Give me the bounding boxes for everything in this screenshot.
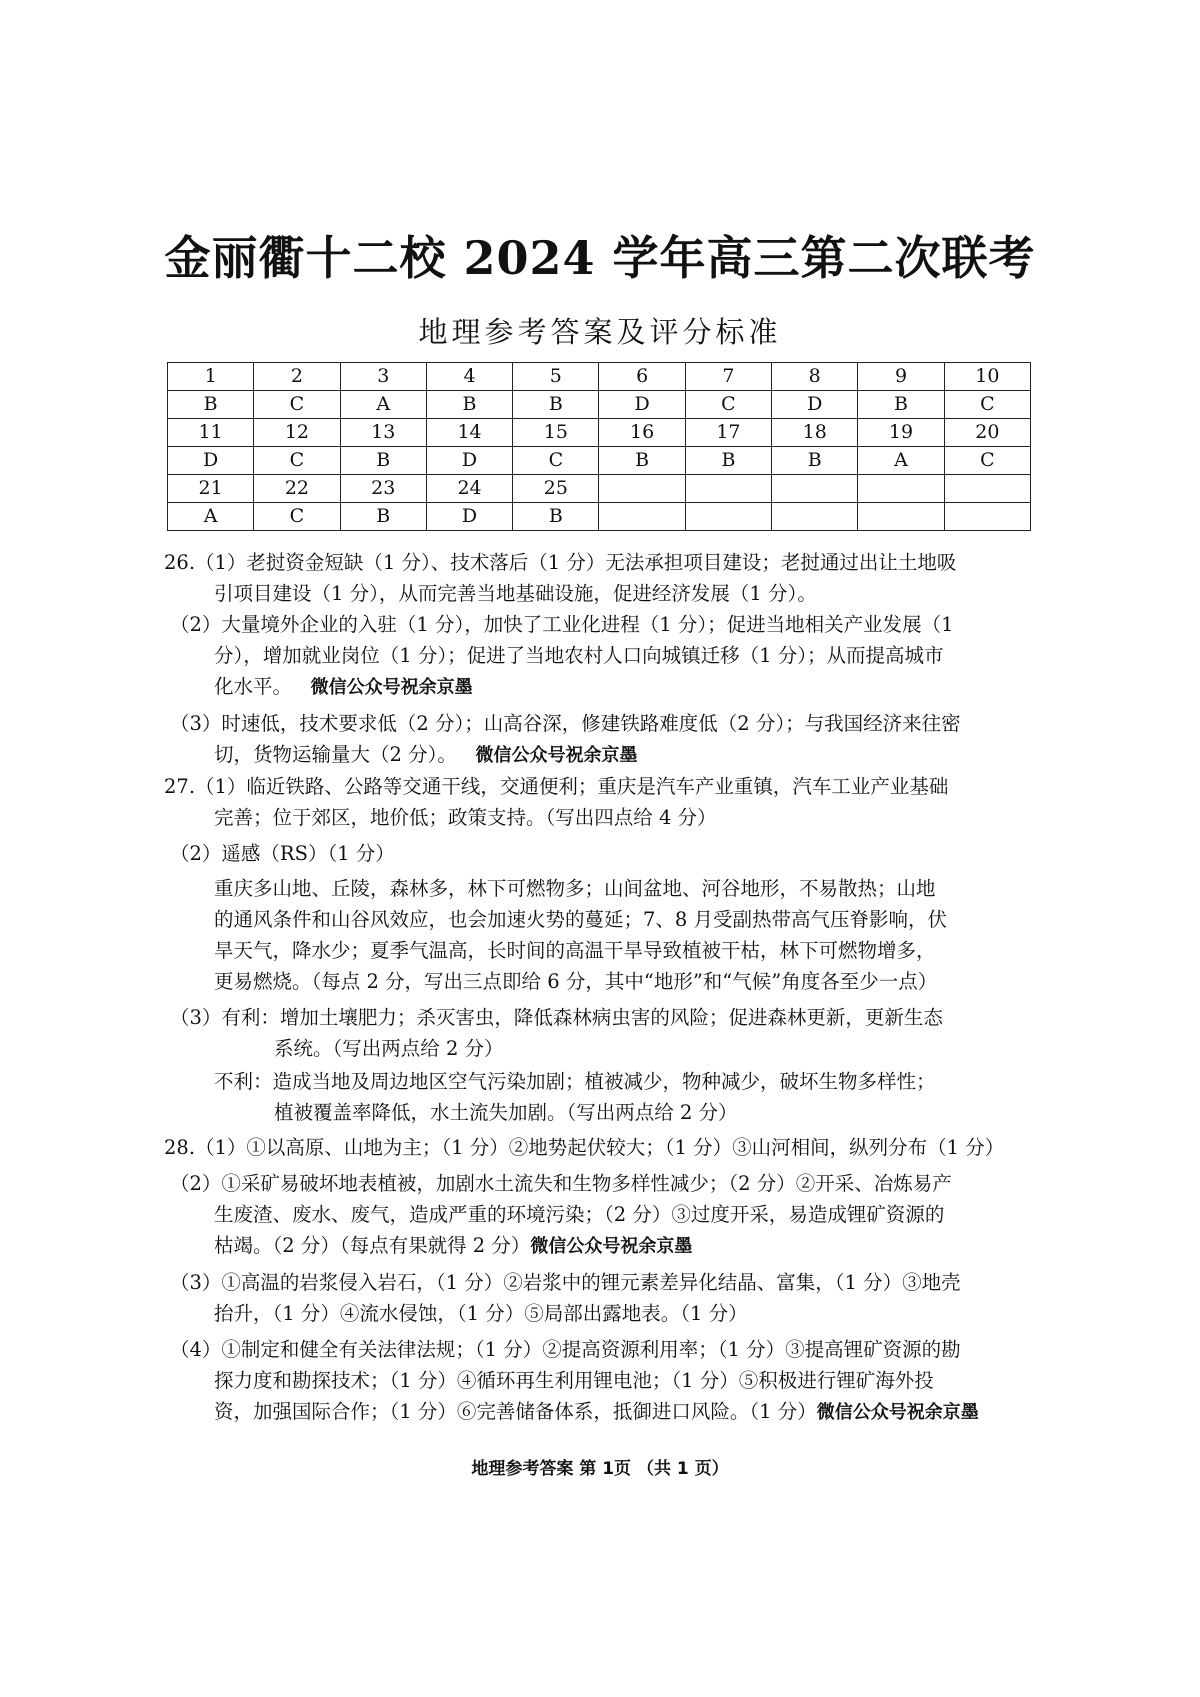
- question-number-cell: 20: [944, 419, 1030, 447]
- answer-cell: [685, 503, 771, 531]
- question-number-cell: 17: [685, 419, 771, 447]
- question-number-cell: [858, 475, 944, 503]
- answer-row: [168, 503, 1031, 531]
- question-number-cell: 2: [254, 363, 340, 391]
- question-number-cell: 1: [168, 363, 254, 391]
- answer-cell: D: [772, 391, 858, 419]
- answer-line: （2）遥感（RS）（1 分）: [170, 842, 395, 865]
- answer-line: 不利：造成当地及周边地区空气污染加剧；植被减少，物种减少，破坏生物多样性；: [214, 1070, 936, 1093]
- answer-cell: [944, 503, 1030, 531]
- answer-line: 完善；位于郊区，地价低；政策支持。（写出四点给 4 分）: [214, 806, 717, 829]
- answer-cell: B: [513, 503, 599, 531]
- answer-cell: A: [168, 503, 254, 531]
- answer-cell: D: [426, 447, 512, 475]
- question-number-cell: [599, 475, 685, 503]
- answer-line: 分），增加就业岗位（1 分）；促进了当地农村人口向城镇迁移（1 分）；从而提高城市: [214, 644, 944, 667]
- answer-line: （3）时速低，技术要求低（2 分）；山高谷深，修建铁路难度低（2 分）；与我国经济来往密: [170, 712, 961, 735]
- answer-cell: B: [340, 503, 426, 531]
- question-number-cell: 13: [340, 419, 426, 447]
- answer-line: 27.（1）临近铁路、公路等交通干线，交通便利；重庆是汽车产业重镇，汽车工业产业基础: [164, 775, 949, 798]
- question-number-cell: 25: [513, 475, 599, 503]
- answer-line: 枯竭。（2 分）（每点有果就得 2 分）微信公众号祝余京墨: [214, 1234, 693, 1257]
- question-number-cell: 22: [254, 475, 340, 503]
- question-number-cell: 24: [426, 475, 512, 503]
- question-number-cell: 8: [772, 363, 858, 391]
- question-number-row: [168, 363, 1031, 391]
- question-number-cell: [944, 475, 1030, 503]
- page-title: 金丽衢十二校 2024 学年高三第二次联考: [164, 231, 1036, 285]
- answer-line: 资，加强国际合作；（1 分）⑥完善储备体系，抵御进口风险。（1 分）微信公众号祝余京墨: [214, 1400, 979, 1423]
- answer-row: [168, 447, 1031, 475]
- answer-line: （3）①高温的岩浆侵入岩石，（1 分）②岩浆中的锂元素差异化结晶、富集，（1 分）③地壳: [170, 1271, 961, 1294]
- answer-line: 系统。（写出两点给 2 分）: [274, 1037, 504, 1060]
- question-number-cell: 16: [599, 419, 685, 447]
- question-number-cell: 12: [254, 419, 340, 447]
- answer-line: 28.（1）①以高原、山地为主；（1 分）②地势起伏较大；（1 分）③山河相间，纵列分布（1 分）: [164, 1136, 1005, 1159]
- question-number-cell: 3: [340, 363, 426, 391]
- answer-cell: [772, 503, 858, 531]
- answer-line: 切，货物运输量大（2 分）。 微信公众号祝余京墨: [214, 743, 638, 766]
- answer-cell: B: [858, 391, 944, 419]
- answer-cell: A: [340, 391, 426, 419]
- answer-line: 引项目建设（1 分），从而完善当地基础设施，促进经济发展（1 分）。: [214, 582, 817, 605]
- answer-line: 26.（1）老挝资金短缺（1 分）、技术落后（1 分）无法承担项目建设；老挝通过出让土地吸: [164, 551, 957, 574]
- answer-cell: D: [599, 391, 685, 419]
- answer-cell: [599, 503, 685, 531]
- page-footer: 地理参考答案 第 1页 （共 1 页）: [471, 1459, 729, 1479]
- answer-line: （4）①制定和健全有关法律法规；（1 分）②提高资源利用率；（1 分）③提高锂矿资源的勘: [170, 1338, 961, 1361]
- answer-cell: C: [254, 391, 340, 419]
- answer-cell: A: [858, 447, 944, 475]
- answer-cell: B: [168, 391, 254, 419]
- answer-line: （2）大量境外企业的入驻（1 分），加快了工业化进程（1 分）；促进当地相关产业发展（1: [170, 613, 954, 636]
- question-number-cell: [772, 475, 858, 503]
- answer-cell: [858, 503, 944, 531]
- answer-cell: B: [685, 447, 771, 475]
- watermark-text: 微信公众号祝余京墨: [475, 745, 638, 766]
- answer-cell: D: [426, 503, 512, 531]
- answer-cell: C: [944, 391, 1030, 419]
- question-number-cell: 23: [340, 475, 426, 503]
- question-number-row: [168, 419, 1031, 447]
- watermark-text: 微信公众号祝余京墨: [816, 1402, 979, 1423]
- answer-cell: C: [254, 447, 340, 475]
- watermark-text: 微信公众号祝余京墨: [310, 677, 473, 698]
- answer-cell: B: [599, 447, 685, 475]
- answer-cell: D: [168, 447, 254, 475]
- question-number-cell: 5: [513, 363, 599, 391]
- page-subtitle: 地理参考答案及评分标准: [418, 315, 782, 349]
- answer-table: [167, 362, 1031, 531]
- answer-cell: C: [685, 391, 771, 419]
- question-number-cell: 19: [858, 419, 944, 447]
- question-number-cell: 7: [685, 363, 771, 391]
- question-number-row: [168, 475, 1031, 503]
- answer-cell: C: [254, 503, 340, 531]
- answer-cell: B: [340, 447, 426, 475]
- question-number-cell: 11: [168, 419, 254, 447]
- answer-row: [168, 391, 1031, 419]
- question-number-cell: [685, 475, 771, 503]
- answer-cell: B: [513, 391, 599, 419]
- answer-line: （3）有利：增加土壤肥力；杀灭害虫，降低森林病虫害的风险；促进森林更新，更新生态: [170, 1006, 943, 1029]
- answer-line: 旱天气，降水少；夏季气温高，长时间的高温干旱导致植被干枯，林下可燃物增多，: [214, 939, 936, 962]
- answer-line: （2）①采矿易破坏地表植被，加剧水土流失和生物多样性减少；（2 分）②开采、冶炼易产: [170, 1172, 952, 1195]
- answer-line: 重庆多山地、丘陵，森林多，林下可燃物多；山间盆地、河谷地形，不易散热；山地: [214, 877, 936, 900]
- answer-line: 抬升，（1 分）④流水侵蚀，（1 分）⑤局部出露地表。（1 分）: [214, 1302, 748, 1325]
- answer-line: 更易燃烧。（每点 2 分，写出三点即给 6 分，其中“地形”和“气候”角度各至少一点）: [214, 970, 938, 993]
- question-number-cell: 6: [599, 363, 685, 391]
- answer-line: 探力度和勘探技术；（1 分）④循环再生利用锂电池；（1 分）⑤积极进行锂矿海外投: [214, 1369, 934, 1392]
- question-number-cell: 21: [168, 475, 254, 503]
- question-number-cell: 15: [513, 419, 599, 447]
- answer-line: 化水平。 微信公众号祝余京墨: [214, 675, 473, 698]
- question-number-cell: 9: [858, 363, 944, 391]
- answer-cell: C: [513, 447, 599, 475]
- answer-cell: B: [772, 447, 858, 475]
- question-number-cell: 18: [772, 419, 858, 447]
- answer-line: 的通风条件和山谷风效应，也会加速火势的蔓延；7、8 月受副热带高气压脊影响，伏: [214, 908, 948, 931]
- answer-cell: C: [944, 447, 1030, 475]
- answer-line: 生废渣、废水、废气，造成严重的环境污染；（2 分）③过度开采，易造成锂矿资源的: [214, 1203, 945, 1226]
- answer-line: 植被覆盖率降低，水土流失加剧。（写出两点给 2 分）: [274, 1101, 738, 1124]
- question-number-cell: 4: [426, 363, 512, 391]
- answer-cell: B: [426, 391, 512, 419]
- question-number-cell: 10: [944, 363, 1030, 391]
- watermark-text: 微信公众号祝余京墨: [530, 1236, 693, 1257]
- question-number-cell: 14: [426, 419, 512, 447]
